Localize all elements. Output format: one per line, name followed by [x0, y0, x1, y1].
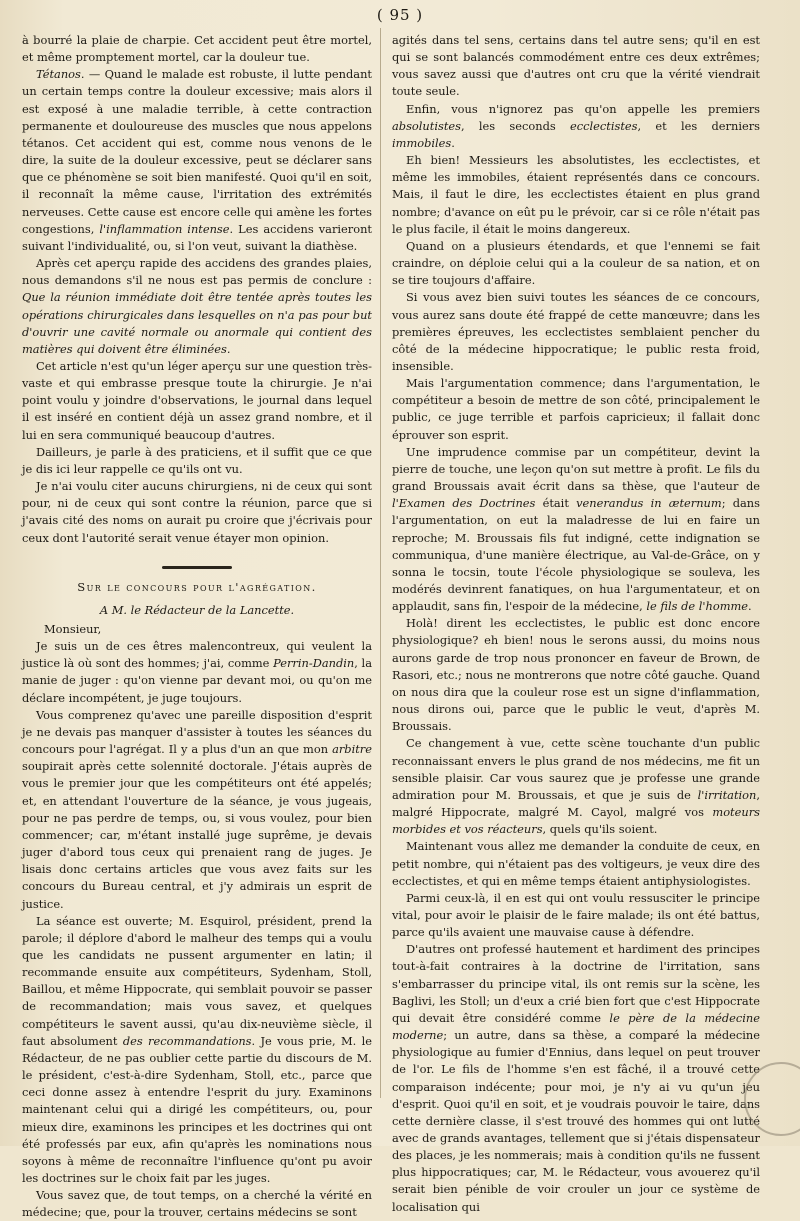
- paragraph: Si vous avez bien suivi toutes les séances de ce concours, vous aurez sans doute été frappé de cette manœuvre; dans les premières épreuves, les ecclectistes semblaient pencher du côté de la médecine hippocratique; le public resta froid, insensible.: [392, 290, 760, 373]
- paragraph: Vous comprenez qu'avec une pareille disposition d'esprit je ne devais pas manquer d'assister à toutes les séances du concours pour l'agrégat. Il y a plus d'un an que mon arbitre soupirait après cette solennité doctorale. J'étais auprès de vous le premier jour que les compétiteurs ont été appelés; et, en attendant l'ouverture de la séance, je vous jugeais, pour ne pas perdre de temps, ou, si vous voulez, pour bien commencer; car, m'étant installé juge suprême, je devais juger d'abord tous ceux qui prenaient rang de juges. Je lisais donc certains articles que vous avez faits sur les concours du Bureau central, et j'y admirais un esprit de justice.: [22, 707, 372, 911]
- paragraph: Ce changement à vue, cette scène touchante d'un public reconnaissant envers le plus grand de nos médecins, me fit un sensible plaisir. Car vous saurez que je professe une grande admiration pour M. Broussais, et que je suis de l'irritation, malgré Hippocrate, malgré M. Cayol, malgré vos moteurs morbides et vos réacteurs, quels qu'ils soient.: [392, 736, 760, 837]
- paragraph: Je n'ai voulu citer aucuns chirurgiens, ni de ceux qui sont pour, ni de ceux qui sont contre la réunion, parce que si j'avais cité des noms on aurait pu croire que j'écrivais pour ceux dont l'autorité serait venue étayer mon opinion.: [22, 479, 372, 545]
- paragraph: Enfin, vous n'ignorez pas qu'on appelle les premiers absolutistes, les seconds ecclectistes, et les derniers immobiles.: [392, 101, 760, 150]
- paragraph: Eh bien! Messieurs les absolutistes, les ecclectistes, et même les immobiles, étaient représentés dans ce concours. Mais, il faut le dire, les ecclectistes étaient en plus grand nombre; d'avance on eût pu le prévoir, car si ce rôle n'était pas le plus facile, il était le moins dangereux.: [392, 153, 760, 236]
- paragraph: Maintenant vous allez me demander la conduite de ceux, en petit nombre, qui n'étaient pas des voltigeurs, je veux dire des ecclectistes, et qui en même temps étaient antiphysiologistes.: [392, 839, 760, 888]
- right-column: [392, 32, 760, 1216]
- addressee: A M. le Rédacteur de la Lancette.: [99, 602, 295, 617]
- salutation: Monsieur,: [44, 622, 102, 636]
- column-divider: [380, 28, 381, 1098]
- paragraph: Holà! dirent les ecclectistes, le public est donc encore physiologique? eh bien! nous le serons aussi, du moins nous aurons garde de trop nous prononcer en faveur de Brown, de Rasori, etc.; nous ne montrerons que notre côté gauche. Quand on nous dira que la couleur rose est un signe d'inflammation, nous dirons oui, parce que le public le veut, d'après M. Broussais.: [392, 616, 760, 734]
- paragraph: Une imprudence commise par un compétiteur, devint la pierre de touche, une leçon qu'on sut mettre à profit. Le fils du grand Broussais avait écrit dans sa thèse, que l'auteur de l'Examen des Doctrines était venerandus in æternum; dans l'argumentation, on eut la maladresse de lui en faire un reproche; M. Broussais fils fut indigné, cette indignation se communiqua, d'une manière électrique, au Val-de-Grâce, on y sonna le tocsin, toute l'école physiologique se souleva, les modérés devinrent fanatiques, on hua l'argumentateur, et on applaudit, sans fin, l'espoir de la médecine, le fils de l'homme.: [392, 444, 760, 614]
- paragraph: Mais l'argumentation commence; dans l'argumentation, le compétiteur a besoin de mettre de son côté, principalement le public, ce juge terrible et parfois capricieux; il fallait donc éprouver son esprit.: [392, 376, 760, 442]
- paragraph: Dailleurs, je parle à des praticiens, et il suffit que ce que je dis ici leur rappelle ce qu'ils ont vu.: [22, 444, 372, 476]
- paragraph: Parmi ceux-là, il en est qui ont voulu ressusciter le principe vital, pour avoir le plaisir de le faire malade; ils ont été battus, parce qu'ils avaient une mauvaise cause à défendre.: [392, 890, 760, 940]
- paragraph-tetanos: Tétanos. — Quand le malade est robuste, il lutte pendant un certain temps contre la douleur excessive; mais alors il est exposé à une maladie terrible, à cette contraction permanente et douloureuse des muscles que nous appelons tétanos. Cet accident qui est, comme nous venons de le dire, la suite de la douleur excessive, peut se déclarer sans que ce phénomène se soit bien manifesté. Quoi qu'il en soit, il reconnaît la même cause, l'irritation des extrémités nerveuses. Cette cause est encore celle qui amène les fortes congestions, l'inflammation intense. Les accidens varieront suivant l'individualité, ou, si l'on veut, suivant la diathèse.: [22, 67, 373, 253]
- paragraph-conclusion: Après cet aperçu rapide des accidens des grandes plaies, nous demandons s'il ne nous est pas permis de conclure : Que la réunion immédiate doit être tentée après toutes les opérations chirurgicales dans lesquelles on n'a pas pour but d'ouvrir une cavité normale ou anormale qui contient des matières qui doivent être éliminées.: [22, 256, 372, 356]
- page-number: ( 95 ): [376, 6, 424, 24]
- section-separator: [22, 559, 372, 569]
- paragraph: La séance est ouverte; M. Esquirol, président, prend la parole; il déplore d'abord le malheur des temps qui a voulu que les candidats ne pussent argumenter en latin; il recommande ensuite aux compétiteurs, Sydenham, Stoll, Baillou, et même Hippocrate, qui semblait pouvoir se passer de recommandation; mais vous savez, et quelques compétiteurs le savent aussi, qu'au dix-neuvième siècle, il faut absolument des recommandations. Je vous prie, M. le Rédacteur, de ne pas oublier cette partie du discours de M. le président, c'est-à-dire Sydenham, Stoll, etc., parce que ceci donne assez à entendre l'esprit du jury. Examinons maintenant celui qui a dirigé les compétiteurs, ou, pour mieux dire, examinons les principes et les doctrines qui ont été professés par eux, afin qu'après les nominations nous soyons à même de reconnaître l'influence qu'ont pu avoir les doctrines sur le choix fait par les juges.: [22, 913, 373, 1185]
- section-heading: Sur le concours pour l'agrégation.: [77, 579, 317, 594]
- left-column: [22, 32, 372, 1221]
- paragraph: agités dans tel sens, certains dans tel autre sens; qu'il en est qui se sont balancés commodément entre ces deux extrêmes; vous savez aussi que d'autres ont cru que la vérité viendrait toute seule.: [392, 33, 760, 99]
- paragraph: Vous savez que, de tout temps, on a cherché la vérité en médecine; que, pour la trouver, certains médecins se sont: [22, 1188, 372, 1220]
- paragraph: Je suis un de ces êtres malencontreux, qui veulent la justice là où sont des hommes; j'ai, comme Perrin-Dandin, la manie de juger : qu'on vienne par devant moi, ou qu'on me déclare incompétent, je juge toujours.: [22, 639, 372, 705]
- paragraph: Quand on a plusieurs étendards, et que l'ennemi se fait craindre, on déploie celui qui a la couleur de sa nation, et on se tire toujours d'affaire.: [392, 238, 760, 288]
- paragraph: Cet article n'est qu'un léger aperçu sur une question très-vaste et qui embrasse presque toute la chirurgie. Je n'ai point voulu y joindre d'observations, le journal dans lequel il est inséré en contient déjà un assez grand nombre, et il lui en sera communiqué beaucoup d'autres.: [22, 358, 372, 442]
- paragraph: à bourré la plaie de charpie. Cet accident peut être mortel, et même promptement mortel, car la douleur tue.: [22, 33, 372, 65]
- paragraph: D'autres ont professé hautement et hardiment des principes tout-à-fait contraires à la doctrine de l'irritation, sans s'embarrasser du principe vital, ils ont remis sur la scène, les Baglivi, les Stoll; un d'eux a crié bien fort que c'est Hippocrate qui devait être considéré comme le père de la médecine moderne; un autre, dans sa thèse, a comparé la médecine physiologique au fumier d'Ennius, dans lequel on peut trouver de l'or. Le fils de l'homme s'en est fâché, il a trouvé cette comparaison indécente; pour moi, je n'y ai vu qu'un jeu d'esprit. Quoi qu'il en soit, et je voudrais pouvoir le taire, dans cette dernière classe, il s'est trouvé des hommes qui ont lutté avec de grands avantages, tellement que si j'étais dispensateur des places, je les nommerais; mais à condition qu'ils ne fussent plus hippocratiques; car, M. le Rédacteur, vous avouerez qu'il serait bien pénible de voir crouler un jour ce système de localisation qui: [392, 942, 761, 1214]
